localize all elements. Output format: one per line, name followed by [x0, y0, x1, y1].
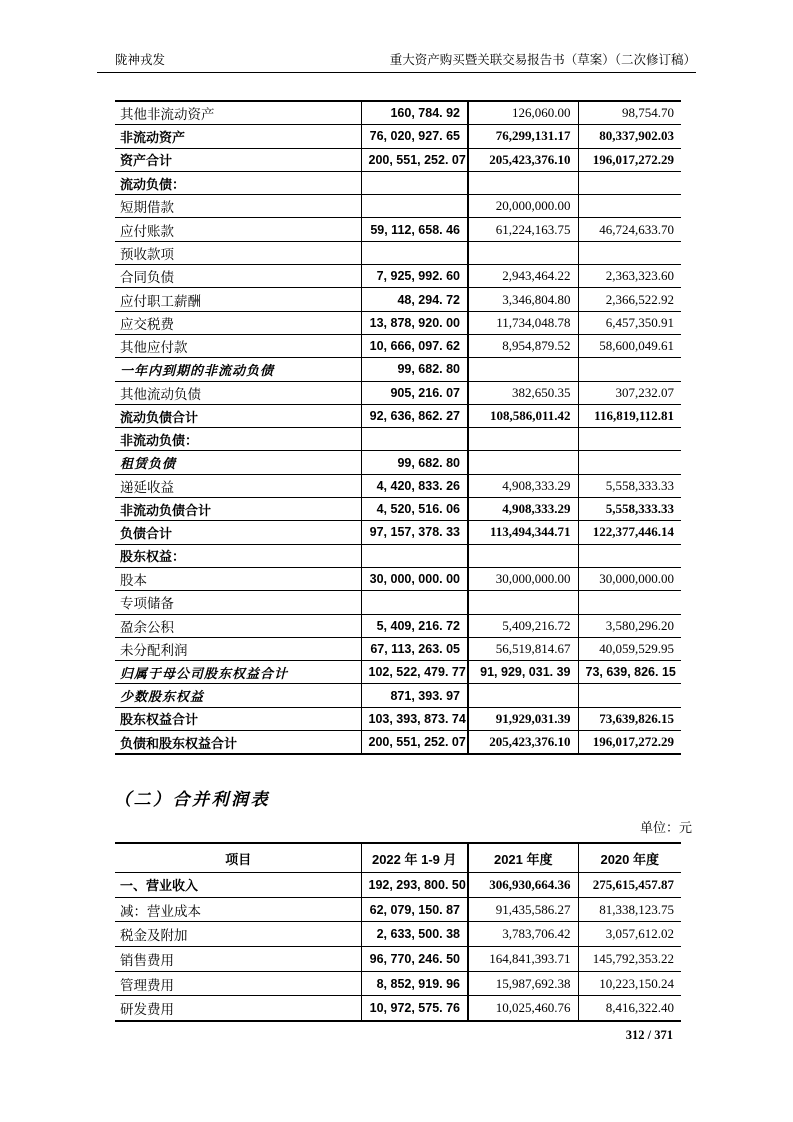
value-cell: [468, 544, 578, 567]
value-cell: 92, 636, 862. 27: [361, 404, 468, 427]
row-label: 应交税费: [115, 311, 361, 334]
value-cell: 4,908,333.29: [468, 474, 578, 497]
value-cell: [361, 171, 468, 194]
row-label: 减：营业成本: [115, 897, 361, 922]
row-label: 非流动负债：: [115, 428, 361, 451]
value-cell: 382,650.35: [468, 381, 578, 404]
value-cell: 30,000,000.00: [578, 567, 681, 590]
value-cell: 56,519,814.67: [468, 637, 578, 660]
value-cell: 91, 929, 031. 39: [468, 661, 578, 684]
row-label: 短期借款: [115, 195, 361, 218]
value-cell: 67, 113, 263. 05: [361, 637, 468, 660]
value-cell: 103, 393, 873. 74: [361, 707, 468, 730]
table-row: [115, 614, 681, 637]
value-cell: [468, 428, 578, 451]
value-cell: 61,224,163.75: [468, 218, 578, 241]
value-cell: 48, 294. 72: [361, 288, 468, 311]
row-label: 流动负债：: [115, 171, 361, 194]
table-row: [115, 947, 681, 972]
value-cell: 126,060.00: [468, 101, 578, 125]
value-cell: 196,017,272.29: [578, 731, 681, 755]
table-row: [115, 311, 681, 334]
table-row: [115, 265, 681, 288]
value-cell: [578, 544, 681, 567]
value-cell: 62, 079, 150. 87: [361, 897, 468, 922]
value-cell: 73, 639, 826. 15: [578, 661, 681, 684]
value-cell: [468, 591, 578, 614]
value-cell: 108,586,011.42: [468, 404, 578, 427]
value-cell: 102, 522, 479. 77: [361, 661, 468, 684]
value-cell: [361, 544, 468, 567]
income-statement-body: [115, 873, 681, 1022]
value-cell: 15,987,692.38: [468, 971, 578, 996]
row-label: 合同负债: [115, 265, 361, 288]
table-row: [115, 922, 681, 947]
value-cell: [468, 451, 578, 474]
value-cell: 10,223,150.24: [578, 971, 681, 996]
value-cell: [468, 241, 578, 264]
table-row: [115, 404, 681, 427]
table-row: [115, 873, 681, 898]
value-cell: 6,457,350.91: [578, 311, 681, 334]
row-label: 股本: [115, 567, 361, 590]
value-cell: [578, 591, 681, 614]
value-cell: [578, 195, 681, 218]
balance-sheet-table: [115, 100, 681, 755]
value-cell: 8,416,322.40: [578, 996, 681, 1021]
value-cell: 160, 784. 92: [361, 101, 468, 125]
value-cell: 58,600,049.61: [578, 334, 681, 357]
value-cell: 3,057,612.02: [578, 922, 681, 947]
value-cell: 2, 633, 500. 38: [361, 922, 468, 947]
value-cell: 13, 878, 920. 00: [361, 311, 468, 334]
value-cell: 91,435,586.27: [468, 897, 578, 922]
table-row: [115, 334, 681, 357]
row-label: 预收款项: [115, 241, 361, 264]
row-label: 递延收益: [115, 474, 361, 497]
row-label: 流动负债合计: [115, 404, 361, 427]
value-cell: 871, 393. 97: [361, 684, 468, 707]
table-header-row: [115, 843, 681, 873]
table-row: [115, 125, 681, 148]
value-cell: 10,025,460.76: [468, 996, 578, 1021]
value-cell: 7, 925, 992. 60: [361, 265, 468, 288]
row-label: 研发费用: [115, 996, 361, 1021]
row-label: 专项储备: [115, 591, 361, 614]
table-row: [115, 684, 681, 707]
value-cell: 59, 112, 658. 46: [361, 218, 468, 241]
row-label: 销售费用: [115, 947, 361, 972]
row-label: 税金及附加: [115, 922, 361, 947]
column-header-2020: 2020 年度: [578, 843, 681, 873]
value-cell: [361, 591, 468, 614]
value-cell: 81,338,123.75: [578, 897, 681, 922]
value-cell: 80,337,902.03: [578, 125, 681, 148]
value-cell: 307,232.07: [578, 381, 681, 404]
value-cell: 306,930,664.36: [468, 873, 578, 898]
company-name: 陇神戎发: [115, 53, 166, 67]
table-row: [115, 288, 681, 311]
value-cell: 3,580,296.20: [578, 614, 681, 637]
value-cell: 200, 551, 252. 07: [361, 731, 468, 755]
balance-sheet-body: [115, 101, 681, 754]
value-cell: 8, 852, 919. 96: [361, 971, 468, 996]
table-row: [115, 101, 681, 125]
value-cell: 122,377,446.14: [578, 521, 681, 544]
row-label: 一、营业收入: [115, 873, 361, 898]
value-cell: 20,000,000.00: [468, 195, 578, 218]
value-cell: [361, 195, 468, 218]
value-cell: 113,494,344.71: [468, 521, 578, 544]
row-label: 资产合计: [115, 148, 361, 171]
value-cell: 2,943,464.22: [468, 265, 578, 288]
row-label: 少数股东权益: [115, 684, 361, 707]
value-cell: 205,423,376.10: [468, 148, 578, 171]
value-cell: 5,409,216.72: [468, 614, 578, 637]
value-cell: 10, 666, 097. 62: [361, 334, 468, 357]
table-row: [115, 381, 681, 404]
column-header-item: 项目: [115, 843, 361, 873]
value-cell: [578, 684, 681, 707]
column-header-2022: 2022 年 1-9 月: [361, 843, 468, 873]
table-row: [115, 661, 681, 684]
table-row: [115, 451, 681, 474]
value-cell: 97, 157, 378. 33: [361, 521, 468, 544]
row-label: 非流动负债合计: [115, 498, 361, 521]
value-cell: 905, 216. 07: [361, 381, 468, 404]
value-cell: 4, 520, 516. 06: [361, 498, 468, 521]
income-statement-table: [115, 842, 681, 1022]
row-label: 负债和股东权益合计: [115, 731, 361, 755]
value-cell: 275,615,457.87: [578, 873, 681, 898]
value-cell: 3,346,804.80: [468, 288, 578, 311]
unit-label: 单位：元: [639, 820, 692, 835]
value-cell: 98,754.70: [578, 101, 681, 125]
table-row: [115, 171, 681, 194]
value-cell: 5, 409, 216. 72: [361, 614, 468, 637]
value-cell: 196,017,272.29: [578, 148, 681, 171]
value-cell: 4,908,333.29: [468, 498, 578, 521]
value-cell: 76,299,131.17: [468, 125, 578, 148]
value-cell: 8,954,879.52: [468, 334, 578, 357]
value-cell: 73,639,826.15: [578, 707, 681, 730]
table-row: [115, 521, 681, 544]
row-label: 应付职工薪酬: [115, 288, 361, 311]
row-label: 租赁负债: [115, 451, 361, 474]
table-row: [115, 218, 681, 241]
table-row: [115, 195, 681, 218]
table-row: [115, 474, 681, 497]
table-row: [115, 567, 681, 590]
value-cell: 99, 682. 80: [361, 451, 468, 474]
table-row: [115, 707, 681, 730]
row-label: 其他流动负债: [115, 381, 361, 404]
value-cell: [361, 241, 468, 264]
value-cell: 99, 682. 80: [361, 358, 468, 381]
table-row: [115, 897, 681, 922]
value-cell: 4, 420, 833. 26: [361, 474, 468, 497]
value-cell: 5,558,333.33: [578, 498, 681, 521]
row-label: 股东权益合计: [115, 707, 361, 730]
value-cell: 96, 770, 246. 50: [361, 947, 468, 972]
table-row: [115, 358, 681, 381]
value-cell: 2,366,522.92: [578, 288, 681, 311]
value-cell: 2,363,323.60: [578, 265, 681, 288]
value-cell: [578, 241, 681, 264]
table-row: [115, 148, 681, 171]
value-cell: [468, 171, 578, 194]
value-cell: 91,929,031.39: [468, 707, 578, 730]
value-cell: 5,558,333.33: [578, 474, 681, 497]
table-row: [115, 996, 681, 1021]
table-row: [115, 731, 681, 755]
table-row: [115, 544, 681, 567]
value-cell: 3,783,706.42: [468, 922, 578, 947]
table-row: [115, 498, 681, 521]
value-cell: 164,841,393.71: [468, 947, 578, 972]
row-label: 其他应付款: [115, 334, 361, 357]
value-cell: 76, 020, 927. 65: [361, 125, 468, 148]
table-row: [115, 637, 681, 660]
value-cell: [578, 451, 681, 474]
row-label: 归属于母公司股东权益合计: [115, 661, 361, 684]
value-cell: 10, 972, 575. 76: [361, 996, 468, 1021]
row-label: 一年内到期的非流动负债: [115, 358, 361, 381]
value-cell: 40,059,529.95: [578, 637, 681, 660]
value-cell: 11,734,048.78: [468, 311, 578, 334]
value-cell: 200, 551, 252. 07: [361, 148, 468, 171]
row-label: 管理费用: [115, 971, 361, 996]
section-heading: （二）合并利润表: [114, 790, 270, 809]
page-header: [97, 50, 696, 73]
row-label: 未分配利润: [115, 637, 361, 660]
row-label: 非流动资产: [115, 125, 361, 148]
row-label: 盈余公积: [115, 614, 361, 637]
column-header-2021: 2021 年度: [468, 843, 578, 873]
value-cell: [468, 358, 578, 381]
value-cell: 30, 000, 000. 00: [361, 567, 468, 590]
value-cell: 116,819,112.81: [578, 404, 681, 427]
value-cell: [578, 428, 681, 451]
value-cell: [578, 358, 681, 381]
table-row: [115, 241, 681, 264]
table-row: [115, 428, 681, 451]
value-cell: [361, 428, 468, 451]
value-cell: 205,423,376.10: [468, 731, 578, 755]
value-cell: [468, 684, 578, 707]
value-cell: 192, 293, 800. 50: [361, 873, 468, 898]
row-label: 股东权益：: [115, 544, 361, 567]
value-cell: [578, 171, 681, 194]
table-row: [115, 971, 681, 996]
value-cell: 30,000,000.00: [468, 567, 578, 590]
row-label: 其他非流动资产: [115, 101, 361, 125]
report-title: 重大资产购买暨关联交易报告书（草案）（二次修订稿）: [389, 53, 696, 67]
value-cell: 46,724,633.70: [578, 218, 681, 241]
row-label: 应付账款: [115, 218, 361, 241]
table-row: [115, 591, 681, 614]
page-number: 312 / 371: [625, 1028, 673, 1042]
value-cell: 145,792,353.22: [578, 947, 681, 972]
row-label: 负债合计: [115, 521, 361, 544]
